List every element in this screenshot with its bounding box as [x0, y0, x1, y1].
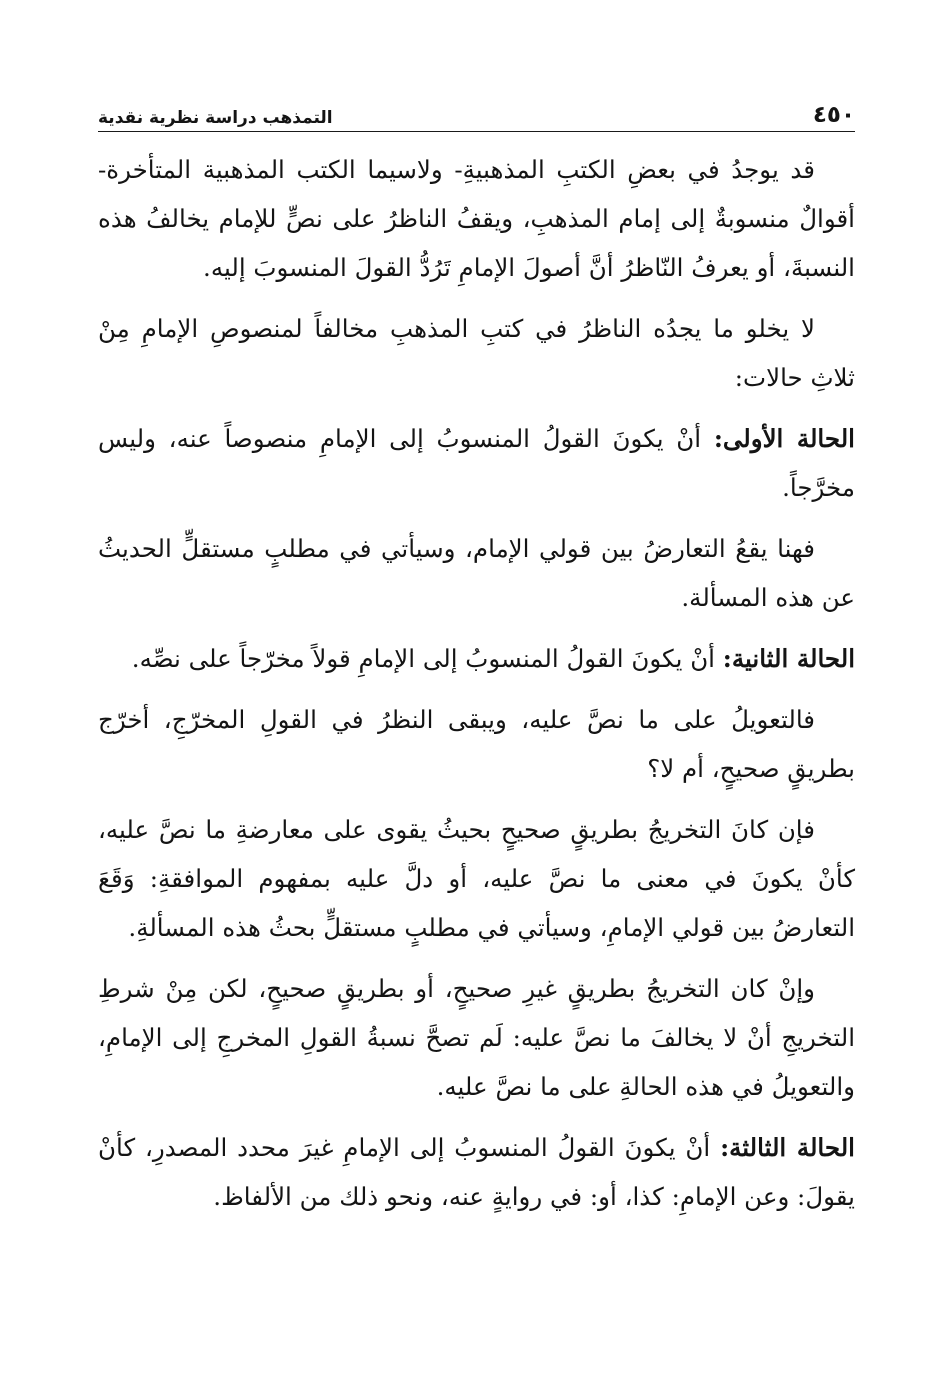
- paragraph-case-three: [98, 1123, 855, 1221]
- paragraph-text: لا يخلو ما يجدُه الناظرُ في كتبِ المذهبِ مخالفاً لمنصوصِ الإمامِ مِنْ ثلاثِ حالات:: [98, 314, 855, 392]
- running-header: [98, 96, 855, 132]
- running-title: التمذهب دراسة نظرية نقدية: [98, 108, 333, 128]
- paragraph-case-one-note: [98, 524, 855, 622]
- paragraph-text: وإنْ كان التخريجُ بطريقٍ غيرِ صحيحٍ، أو بطريقٍ صحيحٍ، لكن مِنْ شرطِ التخريجِ أنْ لا يخالفَ ما نصَّ عليه: لَم تصحَّ نسبةُ القولِ المخرجِ إلى الإمامِ، والتعويلُ في هذه الحالةِ على ما نصَّ عليه.: [98, 974, 855, 1101]
- paragraph-text: أنْ يكونَ القولُ المنسوبُ إلى الإمامِ منصوصاً عنه، وليس مخرَّجاً.: [98, 424, 855, 502]
- page-number: ٤٥٠: [812, 102, 855, 128]
- case-two-label: الحالة الثانية:: [722, 644, 855, 673]
- paragraph-text: فالتعويلُ على ما نصَّ عليه، ويبقى النظرُ في القولِ المخرّجِ، أخرّج بطريقٍ صحيحٍ، أم لا؟: [98, 705, 855, 783]
- paragraph-case-one: [98, 414, 855, 512]
- paragraph-text: أنْ يكونَ القولُ المنسوبُ إلى الإمامِ قولاً مخرّجاً على نصِّه.: [131, 644, 715, 673]
- paragraph-text: أنْ يكونَ القولُ المنسوبُ إلى الإمامِ غيرَ محدد المصدرِ، كأنْ يقولَ: وعن الإمامِ: كذا، أو: في روايةٍ عنه، ونحو ذلك من الألفاظ.: [98, 1133, 855, 1211]
- paragraph-intro: [98, 145, 855, 292]
- paragraph-case-two-note: [98, 695, 855, 793]
- paragraph-invalid-derivation: [98, 964, 855, 1111]
- case-three-label: الحالة الثالثة:: [720, 1133, 855, 1162]
- paragraph-case-two: [98, 634, 855, 683]
- paragraph-text: قد يوجدُ في بعضِ الكتبِ المذهبيةِ- ولاسيما الكتب المذهبية المتأخرة- أقوالٌ منسوبةٌ إلى إمام المذهبِ، ويقفُ الناظرُ على نصٍّ للإمام يخالفُ هذه النسبةَ، أو يعرفُ النّاظرُ أنَّ أصولَ الإمامِ تَرُدُّ القولَ المنسوبَ إليه.: [98, 155, 855, 282]
- paragraph-text: فهنا يقعُ التعارضُ بين قولي الإمام، وسيأتي في مطلبٍ مستقلٍّ الحديثُ عن هذه المسألة.: [98, 534, 855, 612]
- paragraph-valid-derivation: [98, 805, 855, 952]
- case-one-label: الحالة الأولى:: [713, 424, 855, 453]
- paragraph-text: فإن كانَ التخريجُ بطريقٍ صحيحٍ بحيثُ يقوى على معارضةِ ما نصَّ عليه، كأنْ يكونَ في معنى ما نصَّ عليه، أو دلَّ عليه بمفهوم الموافقةِ: وَقَعَ التعارضُ بين قولي الإمامِ، وسيأتي في مطلبٍ مستقلٍّ بحثُ هذه المسألةِ.: [98, 815, 855, 942]
- paragraph-three-cases: [98, 304, 855, 402]
- body-text: [98, 145, 855, 1233]
